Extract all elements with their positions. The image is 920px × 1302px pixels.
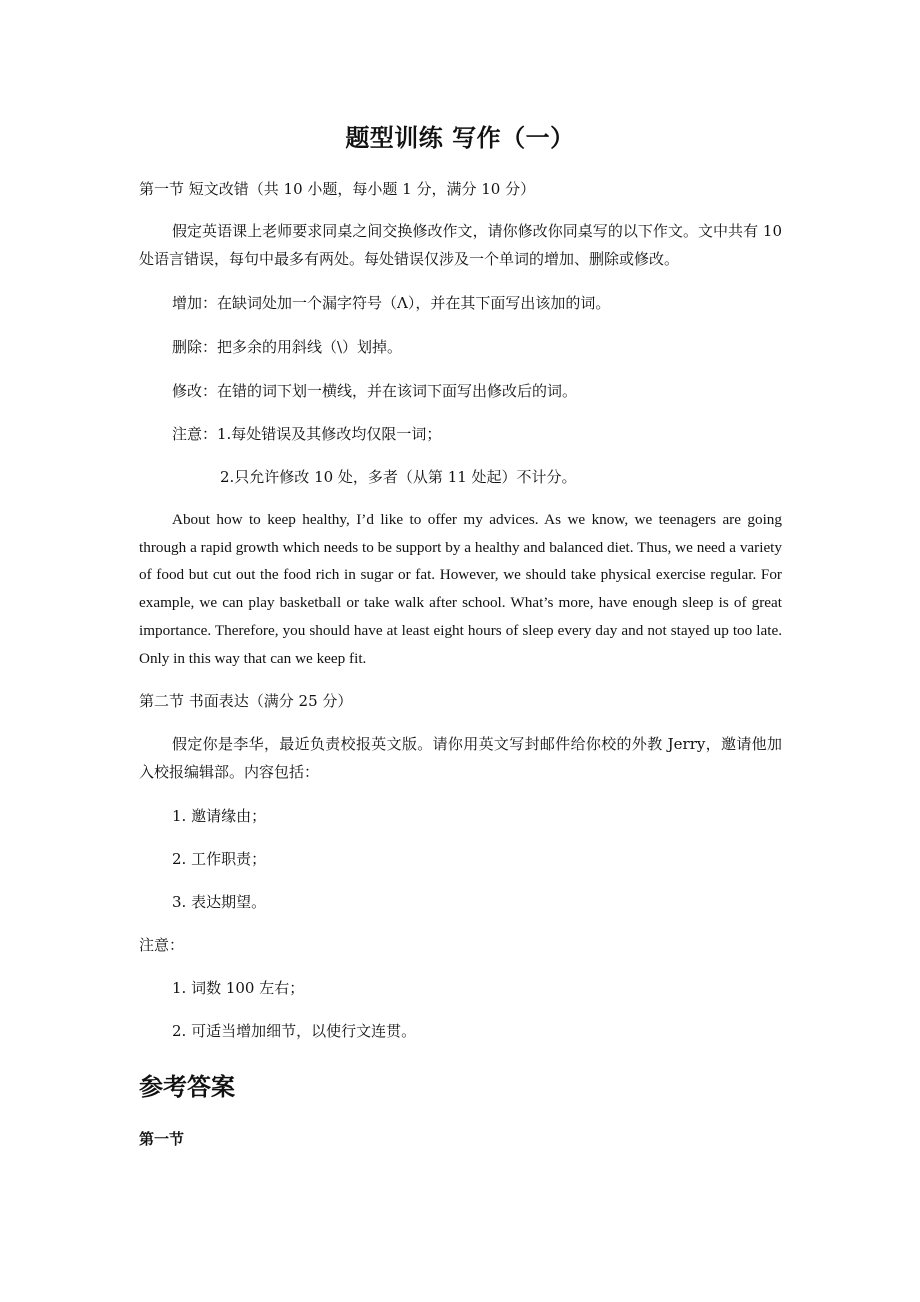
content-item-2: 2. 工作职责； bbox=[172, 850, 267, 868]
section2-heading: 第二节 书面表达（满分 25 分） bbox=[139, 692, 353, 710]
rule-add: 增加：在缺词处加一个漏字符号（Λ），并在其下面写出该加的词。 bbox=[172, 294, 611, 312]
error-correction-passage: About how to keep healthy, I’d like to offer my advices. As we know, we teenagers are going through a rapid growth which needs to be support by a healthy and balanced diet. Thus, we need a variety of food but cut out the food rich in sugar or fat. However, we should take physical exercise regular. For example, we can play basketball or take walk after school. What’s more, have enough sleep is of great importance. Therefore, you should have at least eight hours of sleep every day and not stayed up too late. Only in this way that can we keep fit. bbox=[139, 511, 782, 667]
section1-intro: 假定英语课上老师要求同桌之间交换修改作文，请你修改你同桌写的以下作文。文中共有 10 处语言错误，每句中最多有两处。每处错误仅涉及一个单词的增加、删除或修改。 bbox=[139, 222, 782, 268]
rule-delete: 删除：把多余的用斜线（\）划掉。 bbox=[172, 338, 403, 356]
page-title: 题型训练 写作（一） bbox=[345, 123, 575, 152]
section2-note-label: 注意： bbox=[139, 936, 185, 954]
answers-section1-label: 第一节 bbox=[139, 1130, 185, 1148]
section2-note-2: 2. 可适当增加细节，以使行文连贯。 bbox=[172, 1022, 417, 1040]
section2-intro: 假定你是李华，最近负责校报英文版。请你用英文写封邮件给你校的外教 Jerry，邀请他加入校报编辑部。内容包括： bbox=[139, 735, 782, 781]
note-1: 注意：1.每处错误及其修改均仅限一词； bbox=[172, 425, 442, 443]
content-item-3: 3. 表达期望。 bbox=[172, 893, 267, 911]
content-item-1: 1. 邀请缘由； bbox=[172, 807, 267, 825]
rule-modify: 修改：在错的词下划一横线，并在该词下面写出修改后的词。 bbox=[172, 382, 578, 400]
note-2: 2.只允许修改 10 处，多者（从第 11 处起）不计分。 bbox=[220, 468, 577, 486]
answers-title: 参考答案 bbox=[139, 1072, 235, 1101]
section2-note-1: 1. 词数 100 左右； bbox=[172, 979, 305, 997]
section1-heading: 第一节 短文改错（共 10 小题，每小题 1 分，满分 10 分） bbox=[139, 180, 536, 198]
